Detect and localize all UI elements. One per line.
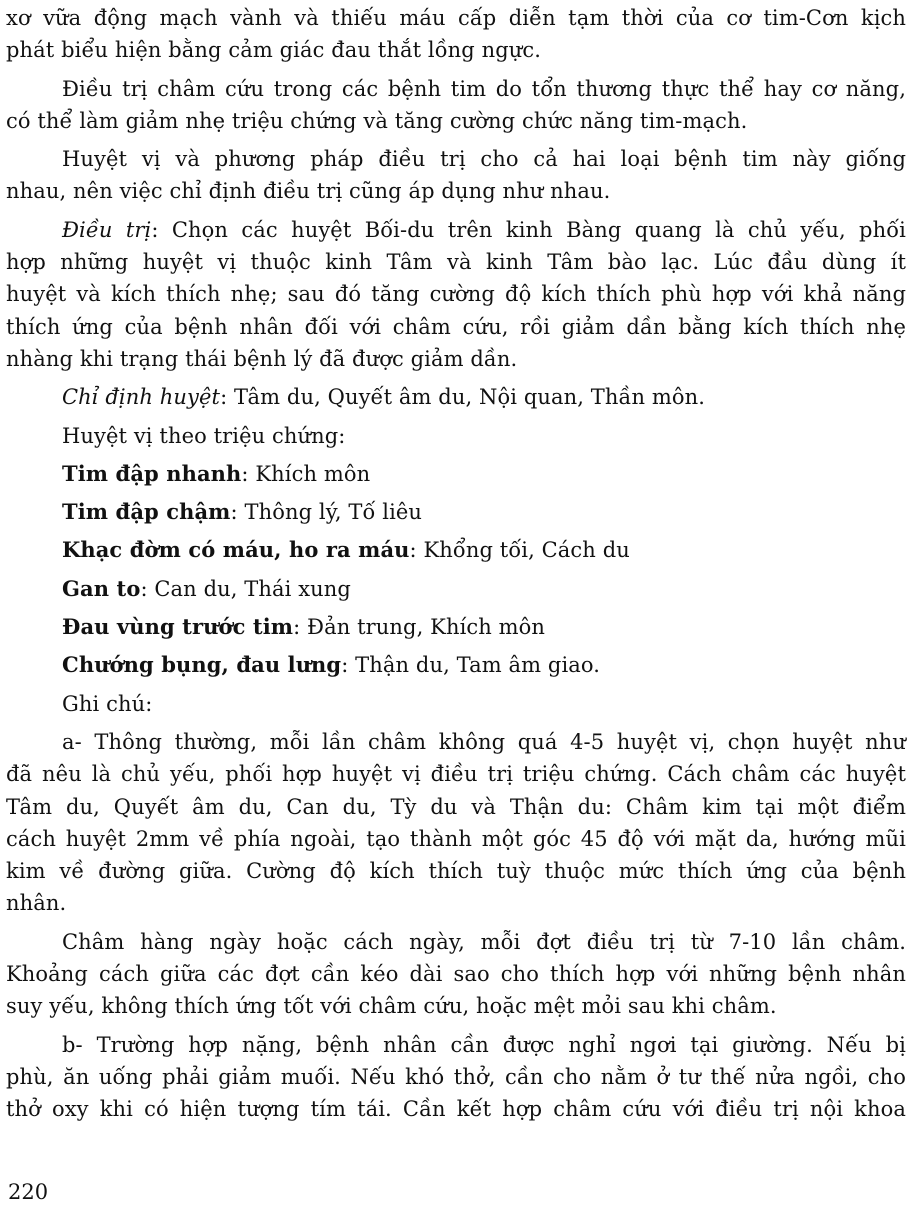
text-line: Châm hàng ngày hoặc cách ngày, mỗi đợt điều trị từ 7-10 lần châm. xyxy=(62,929,906,954)
symptom-points: : Khích môn xyxy=(241,461,371,486)
symptom-item xyxy=(6,534,906,566)
text-line: phát biểu hiện bằng cảm giác đau thắt lồng ngực. xyxy=(6,38,542,63)
text-line: xơ vữa động mạch vành và thiếu máu cấp diễn tạm thời của cơ tim-Cơn kịch xyxy=(6,6,906,30)
paragraph-symptom-heading xyxy=(6,420,906,452)
text-line: nhân. xyxy=(6,891,67,916)
symptom-item xyxy=(6,649,906,681)
symptom-item xyxy=(6,611,906,643)
text-line: có thể làm giảm nhẹ triệu chứng và tăng cường chức năng tim-mạch. xyxy=(6,108,748,133)
text-line: nhau, nên việc chỉ định điều trị cũng áp dụng như nhau. xyxy=(6,179,611,204)
text-line: đã nêu là chủ yếu, phối hợp huyệt vị điều trị triệu chứng. Cách châm các huyệt xyxy=(6,762,906,787)
paragraph xyxy=(6,143,906,208)
note-b xyxy=(6,1029,906,1126)
text-line: thích ứng của bệnh nhân đối với châm cứu, rồi giảm dần bằng kích thích nhẹ xyxy=(6,314,906,339)
symptom-points: : Can du, Thái xung xyxy=(140,576,351,601)
treatment-label: Điều trị xyxy=(62,217,152,242)
page-number: 220 xyxy=(8,1180,49,1204)
symptom-label: Chướng bụng, đau lưng xyxy=(62,652,342,678)
text-line: nhàng khi trạng thái bệnh lý đã được giảm dần. xyxy=(6,346,518,371)
text-line: b- Trường hợp nặng, bệnh nhân cần được nghỉ ngơi tại giường. Nếu bị xyxy=(62,1032,906,1057)
text-line: Khoảng cách giữa các đợt cần kéo dài sao cho thích hợp với những bệnh nhân xyxy=(6,962,906,987)
symptom-points: : Thận du, Tam âm giao. xyxy=(341,653,601,678)
symptom-item xyxy=(6,458,906,490)
text-line: Ghi chú: xyxy=(62,691,153,716)
treatment-text: : Chọn các huyệt Bối-du trên kinh Bàng quang là chủ yếu, phối xyxy=(151,217,906,242)
symptom-item xyxy=(6,573,906,605)
paragraph-indicated-points xyxy=(6,381,906,413)
paragraph-treatment xyxy=(6,214,906,375)
text-line: kim về đường giữa. Cường độ kích thích tuỳ thuộc mức thích ứng của bệnh xyxy=(6,859,906,884)
text-line: Điều trị châm cứu trong các bệnh tim do tổn thương thực thể hay cơ năng, xyxy=(62,76,906,101)
symptom-label: Khạc đờm có máu, ho ra máu xyxy=(62,537,410,563)
paragraph xyxy=(6,2,906,67)
note-a xyxy=(6,726,906,920)
text-line: Huyệt vị theo triệu chứng: xyxy=(62,423,346,448)
symptom-points: : Khổng tối, Cách du xyxy=(409,538,630,563)
text-line: suy yếu, không thích ứng tốt với châm cứu, hoặc mệt mỏi sau khi châm. xyxy=(6,994,777,1019)
text-line xyxy=(6,381,906,413)
note-a-schedule xyxy=(6,926,906,1023)
symptom-label: Đau vùng trước tim xyxy=(62,614,294,640)
indicated-points-text: : Tâm du, Quyết âm du, Nội quan, Thần môn. xyxy=(220,385,706,410)
notes-heading xyxy=(6,688,906,720)
text-line: cách huyệt 2mm về phía ngoài, tạo thành một góc 45 độ với mặt da, hướng mũi xyxy=(6,826,906,851)
indicated-points-label: Chỉ định huyệt xyxy=(62,385,221,410)
text-line: phù, ăn uống phải giảm muối. Nếu khó thở, cần cho nằm ở tư thế nửa ngồi, cho xyxy=(6,1064,906,1089)
text-line: a- Thông thường, mỗi lần châm không quá 4-5 huyệt vị, chọn huyệt như xyxy=(62,729,906,754)
symptom-points: : Đản trung, Khích môn xyxy=(293,615,546,640)
symptom-item xyxy=(6,496,906,528)
text-line xyxy=(6,214,906,246)
document-page xyxy=(6,2,906,1126)
symptom-label: Tim đập nhanh xyxy=(62,460,242,486)
symptom-label: Tim đập chậm xyxy=(62,499,231,525)
symptom-list xyxy=(6,458,906,682)
text-line: huyệt và kích thích nhẹ; sau đó tăng cường độ kích thích phù hợp với khả năng xyxy=(6,282,906,307)
text-line: Tâm du, Quyết âm du, Can du, Tỳ du và Thận du: Châm kim tại một điểm xyxy=(6,794,906,819)
text-line: Huyệt vị và phương pháp điều trị cho cả hai loại bệnh tim này giống xyxy=(62,147,906,172)
text-line: hợp những huyệt vị thuộc kinh Tâm và kinh Tâm bào lạc. Lúc đầu dùng ít xyxy=(6,250,906,275)
symptom-label: Gan to xyxy=(62,575,141,601)
symptom-points: : Thông lý, Tố liêu xyxy=(230,500,423,525)
text-line: thở oxy khi có hiện tượng tím tái. Cần kết hợp châm cứu với điều trị nội khoa xyxy=(6,1097,906,1122)
paragraph xyxy=(6,73,906,138)
